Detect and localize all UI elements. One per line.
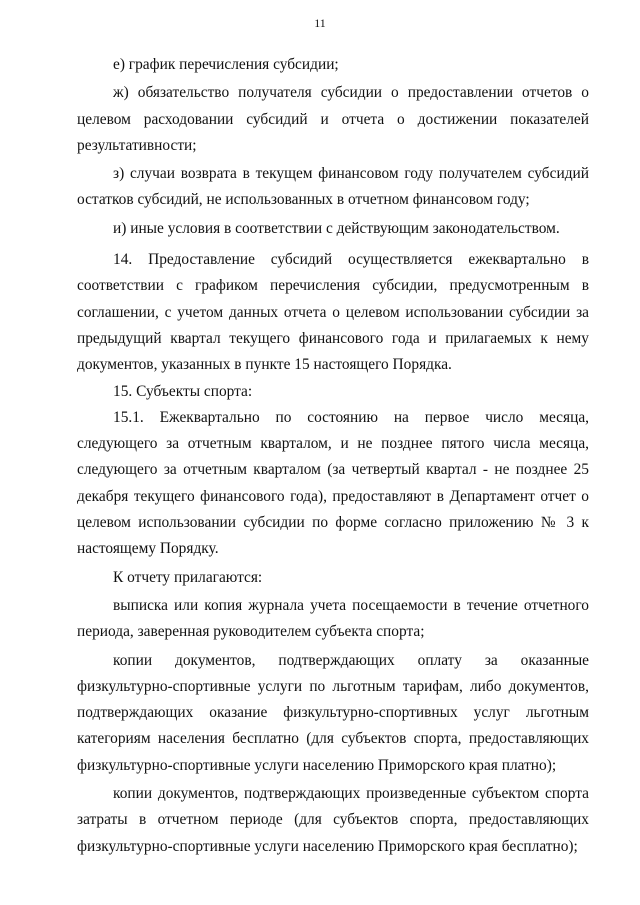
paragraph-14: 14. Предоставление субсидий осуществляется ежеквартально в соответствии с графиком перечисления субсидии, предусмотренным в соглашении, с учетом данных отчета о целевом использовании субсидии за предыдущий квартал текущего финансового года и прилагаемых к нему документов, указанных в пункте 15 настоящего Порядка. bbox=[77, 251, 589, 374]
paragraph-15: 15. Субъекты спорта: bbox=[113, 382, 253, 400]
paragraph-e: е) график перечисления субсидии; bbox=[113, 56, 339, 73]
page-number: 11 bbox=[314, 16, 326, 30]
paragraph-zh: ж) обязательство получателя субсидии о предоставлении отчетов о целевом расходовании субсидий и отчета о достижении показателей результативности; bbox=[77, 84, 589, 154]
paragraph-z: з) случаи возврата в текущем финансовом году получателем субсидий остатков субсидий, не использованных в отчетном финансовом году; bbox=[77, 165, 589, 209]
paragraph-15-1: 15.1. Ежеквартально по состоянию на первое число месяца, следующего за отчетным кварталом, и не позднее пятого числа месяца, следующего за отчетным кварталом (за четвертый квартал - не позднее 25 декабря текущего финансового года), предоставляют в Департамент отчет о целевом использовании субсидии по форме согласно приложению № 3 к настоящему Порядку. bbox=[77, 408, 589, 558]
paragraph-payment-documents: копии документов, подтверждающих оплату за оказанные физкультурно-спортивные услуги по льготным тарифам, либо документов, подтверждающих оказание физкультурно-спортивных услуг льготным категориям населения бесплатно (для субъектов спорта, предоставляющих физкультурно-спортивные услуги населению Приморского края платно); bbox=[77, 651, 589, 774]
document-body bbox=[77, 52, 589, 860]
paragraph-attachments-intro: К отчету прилагаются: bbox=[113, 568, 263, 586]
paragraph-i: и) иные условия в соответствии с действующим законодательством. bbox=[113, 219, 560, 237]
paragraph-expense-documents: копии документов, подтверждающих произведенные субъектом спорта затраты в отчетном периоде (для субъектов спорта, предоставляющих физкультурно-спортивные услуги населению Приморского края бесплатно); bbox=[77, 785, 589, 855]
paragraph-attendance-log: выписка или копия журнала учета посещаемости в течение отчетного периода, заверенная руководителем субъекта спорта; bbox=[77, 596, 589, 641]
